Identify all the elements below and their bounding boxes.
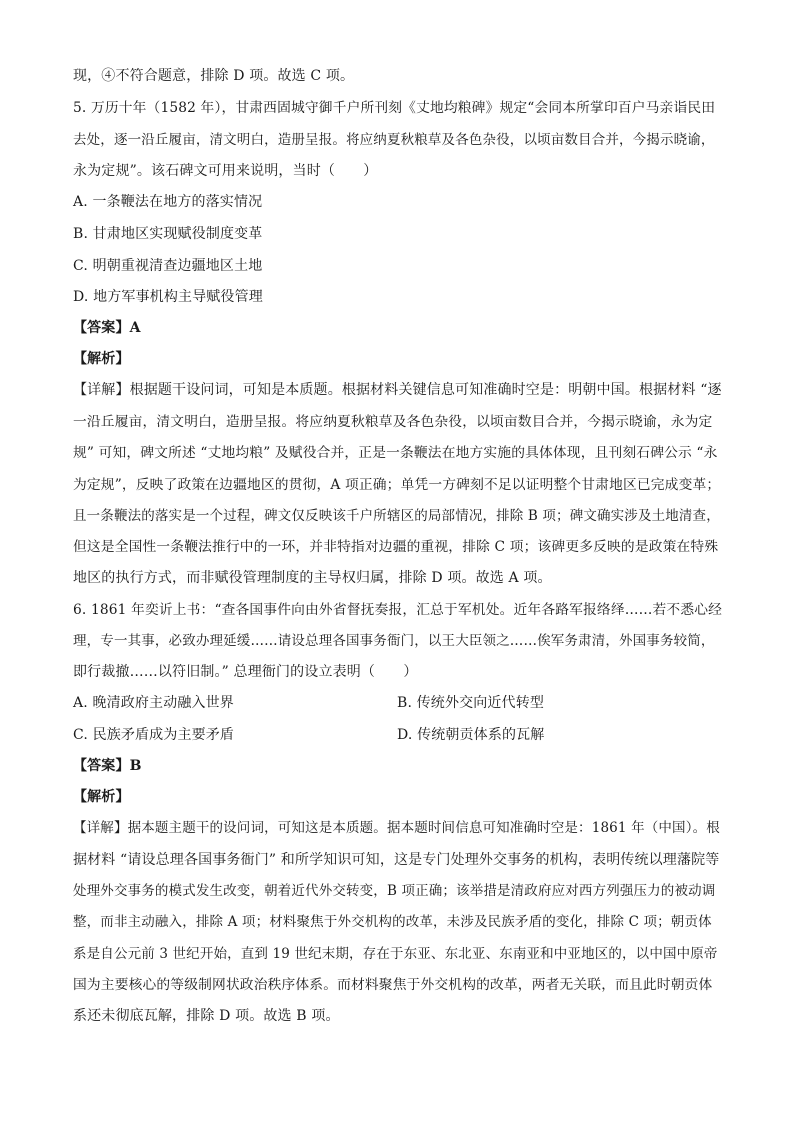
question-6-option-d: D. 传统朝贡体系的瓦解 (397, 727, 545, 743)
explanation-line: 但这是全国性一条鞭法推行中的一环，并非特指对边疆的重视，排除 C 项；该碑更多反映的是政策在特殊 (73, 539, 719, 555)
text-line: 现，④不符合题意，排除 D 项。故选 C 项。 (73, 68, 355, 84)
question-5-option-d: D. 地方军事机构主导赋役管理 (73, 289, 263, 305)
explanation-line: 地区的执行方式，而非赋役管理制度的主导权归属，排除 D 项。故选 A 项。 (73, 570, 552, 586)
answer-label: 【答案】A (73, 320, 141, 336)
question-5-stem: 去处，逐一沿丘履亩，清文明白，造册呈报。将应纳夏秋粮草及各色杂役，以顷亩数目合并，今揭示晓谕， (73, 132, 715, 148)
explanation-line: 系是自公元前 3 世纪开始，直到 19 世纪末期，存在于东亚、东北亚、东南亚和中亚地区的，以中国中原帝 (73, 946, 718, 962)
explanation-line: 【详解】据本题主题干的设问词，可知这是本质题。据本题时间信息可知准确时空是：1861 年（中国）。根 (73, 820, 720, 836)
explanation-line: 规” 可知，碑文所述 “丈地均粮” 及赋役合并，正是一条鞭法在地方实施的具体体现，且刊刻石碑公示 “永 (73, 445, 718, 461)
question-5-option-a: A. 一条鞭法在地方的落实情况 (73, 194, 263, 210)
explanation-line: 据材料 “请设总理各国事务衙门” 和所学知识可知，这是专门处理外交事务的机构，表明传统以理藩院等 (73, 852, 720, 868)
answer-label: 【答案】B (73, 758, 142, 774)
explanation-line: 且一条鞭法的落实是一个过程，碑文仅反映该千户所辖区的局部情况，排除 B 项；碑文确实涉及土地清查， (73, 508, 720, 524)
question-6-stem: 即行裁撤……以符旧制。” 总理衙门的设立表明（ ） (73, 664, 418, 680)
question-5-stem: 5. 万历十年（1582 年），甘肃西固城守御千户所刊刻《丈地均粮碑》规定“会同本所掌印百户马亲诣民田 (73, 100, 716, 116)
question-6-option-b: B. 传统外交向近代转型 (397, 695, 544, 711)
explanation-line: 为定规”，反映了政策在边疆地区的贯彻，A 项正确；单凭一方碑刻不足以证明整个甘肃地区已完成变革； (73, 477, 721, 493)
question-6-stem: 理，专一其事，必致办理延缓……请设总理各国事务衙门，以王大臣领之……俟军务肃清，外国事务较简， (73, 633, 715, 649)
explanation-line: 系还未彻底瓦解，排除 D 项。故选 B 项。 (73, 1008, 340, 1024)
explanation-line: 国为主要核心的等级制网状政治秩序体系。而材料聚焦于外交机构的改革，两者无关联，而且此时朝贡体 (73, 977, 713, 993)
question-6-option-c: C. 民族矛盾成为主要矛盾 (73, 727, 235, 743)
question-6-stem: 6. 1861 年奕䜣上书：“查各国事件向由外省督抚奏报，汇总于军机处。近年各路军报络绎……若不悉心经 (73, 602, 723, 618)
explanation-line: 处理外交事务的模式发生改变，朝着近代外交转变，B 项正确；该举措是清政府应对西方列强压力的被动调 (73, 883, 716, 899)
question-5-option-b: B. 甘肃地区实现赋役制度变革 (73, 226, 263, 242)
analysis-label: 【解析】 (73, 789, 130, 805)
explanation-line: 整，而非主动融入，排除 A 项；材料聚焦于外交机构的改革，未涉及民族矛盾的变化，排除 C 项；朝贡体 (73, 914, 712, 930)
explanation-line: 一沿丘履亩，清文明白，造册呈报。将应纳夏秋粮草及各色杂役，以顷亩数目合并，今揭示晓谕，永为定 (73, 414, 713, 430)
explanation-line: 【详解】根据题干设问词，可知是本质题。根据材料关键信息可知准确时空是：明朝中国。根据材料 “逐 (73, 382, 722, 398)
question-5-stem: 永为定规”。该石碑文可用来说明，当时（ ） (73, 163, 378, 179)
question-6-option-a: A. 晚清政府主动融入世界 (73, 695, 234, 711)
question-5-option-c: C. 明朝重视清查边疆地区土地 (73, 258, 263, 274)
analysis-label: 【解析】 (73, 351, 130, 367)
